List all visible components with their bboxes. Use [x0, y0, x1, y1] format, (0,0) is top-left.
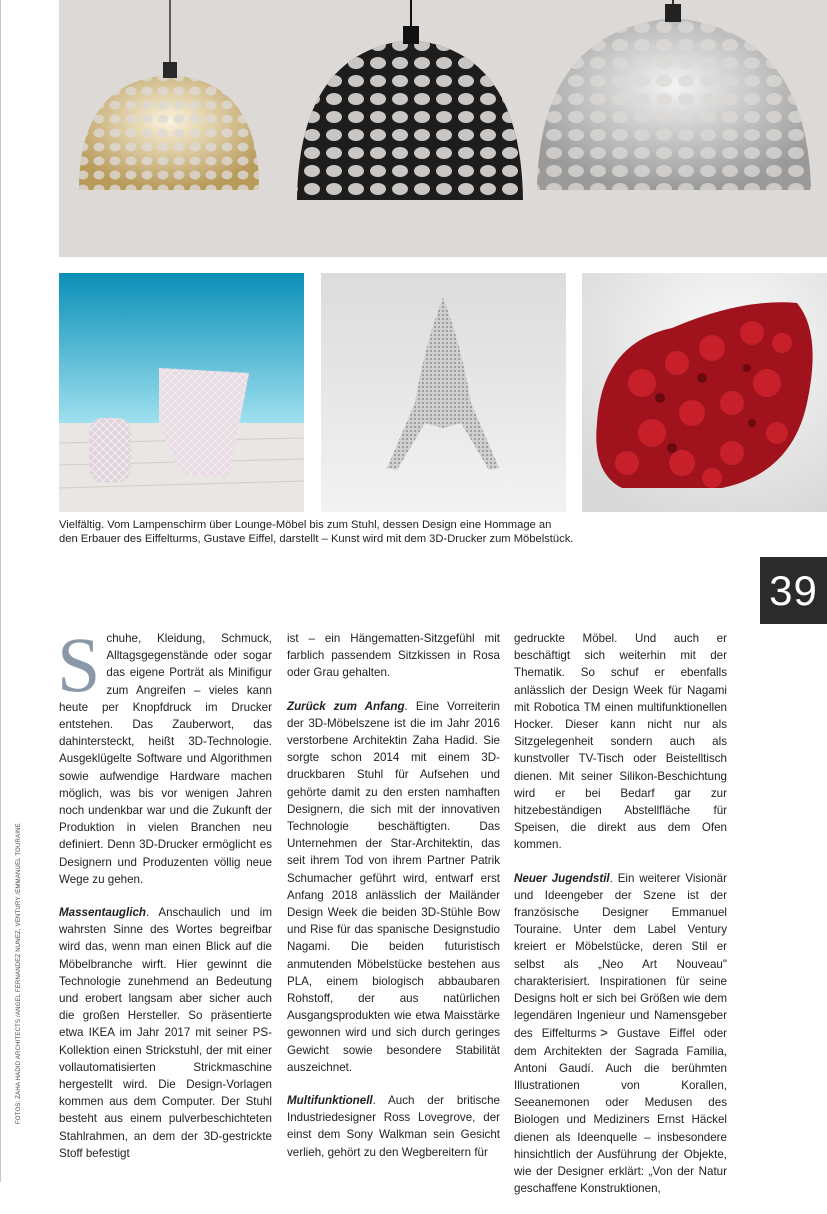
caption-line-2: den Erbauer des Eiffelturms, Gustave Eiffel, darstellt – Kunst wird mit dem 3D-Drucker zum Möbelstück. — [59, 532, 574, 545]
red-armchair-photo — [582, 273, 827, 512]
subheading-massentauglich: Massentauglich — [59, 906, 146, 920]
jugendstil-text: . Ein weiterer Visionär und Ideengeber der Szene ist der französische Designer Emmanuel Touraine. Unter dem Label Ventury kreiert er Möbelstücke, deren Stil er selbst als „Neo Art Nouveau" charakterisiert. Inspirationen für seine Designs holt er sich bei Größen wie dem legendären Ingenieur und Namensgeber des Eiffelturms — [514, 871, 727, 1041]
caption-line-1: Vielfältig. Vom Lampenschirm über Lounge-Möbel bis zum Stuhl, dessen Design eine Hommage an — [59, 519, 552, 531]
article-column-1 — [57, 621, 272, 1178]
mesh-chair-photo — [321, 273, 566, 512]
paragraph-zurueck — [287, 698, 500, 1076]
subheading-jugendstil: Neuer Jugendstil — [514, 871, 610, 885]
paragraph-intro — [57, 621, 272, 888]
page-edge-line — [0, 0, 1, 1182]
drop-cap: S — [57, 621, 101, 708]
multifunktionell-text: . Auch der britische Industriedesigner Ross Lovegrove, der einst dem Sony Walkman sein Gesicht verlieh, gehört zu den Wegbereitern für — [287, 1094, 500, 1159]
article-column-2 — [287, 630, 500, 1177]
paragraph-multifunktionell — [287, 1092, 500, 1161]
image-caption — [59, 519, 699, 546]
paragraph-lovegrove: gedruckte Möbel. Und auch er beschäftigt sich weiterhin mit der Thematik. So schuf er ebenfalls anlässlich der Design Week für Nagami mit Robotica TM einen multifunktionellen Hocker. Dieser kann nicht nur als Sitzgelegenheit sondern auch als kunstvoller TV-Tisch oder Beistelltisch dienen. Mit seiner Silikon-Beschichtung wird er bei Bedarf gar zur hitzebeständigen Abstellfläche für Speisen, die direkt aus dem Ofen kommen. — [514, 632, 727, 852]
paragraph-continued: ist – ein Hängematten-Sitzgefühl mit farblich passendem Sitzkissen in Rosa oder Grau gehalten. — [287, 632, 500, 680]
hero-lamps-photo — [59, 0, 827, 257]
massentauglich-text: . Anschaulich und im wahrsten Sinne des Wortes begreifbar wird das, wenn man einen Blick auf die Möbelbranche wirft. Hier gewinnt die Technologie zunehmend an Bedeutung und erobert langsam aber sicher auch die großen Hersteller. So präsentierte etwa IKEA im Jahr 2017 mit seiner PS-Kollektion einen Strickstuhl, der mit einer vollautomatisierten Strickmaschine hergestellt wird. Die Design-Vorlagen kommen aus dem Computer. Der Stuhl besteht aus einem pulverbeschichteten Stahlrahmen, an dem der 3D-gestrickte Stoff befestigt — [59, 906, 272, 1160]
lounge-chair-photo — [59, 273, 304, 512]
subheading-multifunktionell: Multifunktionell — [287, 1094, 373, 1108]
jugendstil-text-2: Gustave Eiffel oder dem Architekten der Sagrada Familia, Antoni Gaudí. Auch die berühmten Illustrationen von Korallen, Seeanemonen oder Medusen des Biologen und Mediziners Ernst Häckel dienen als Ideenquelle – insbesondere hinsichtlich der Ausführung der Objekte, wie der Designer erklärt: „Von der Natur geschaffene Konstruktionen, — [514, 1027, 727, 1196]
page-number: 39 — [760, 557, 827, 624]
continue-arrow-icon: > — [600, 1025, 608, 1041]
paragraph-jugendstil — [514, 870, 727, 1198]
article-column-3 — [514, 630, 727, 1214]
paragraph-massentauglich — [59, 904, 272, 1162]
photo-credit: FOTOS: ZAHA HADID ARCHITECTS /ANGEL FERNANDEZ NUNEZ, VENTURY /EMMANUEL TOURAINE — [16, 823, 22, 1124]
zurueck-text: . Eine Vorreiterin der 3D-Möbelszene ist die im Jahr 2016 verstorbene Architektin Zaha Hadid. Sie sorgte schon 2014 mit einem 3D-druckbaren Stuhl für Aufsehen und gehörte damit zu den ersten namhaften Designern, die sich mit der innovativen Technologie beschäftigten. Das Unternehmen der Star-Architektin, das seit ihrem Tod von ihrem Partner Patrik Schumacher geführt wird, entwarf erst Anfang 2018 anlässlich der Mailänder Design Week die beiden 3D-Stühle Bow und Rise für das spanische Designstudio Nagami. Die beiden futuristisch anmutenden Möbelstücke bestehen aus PLA, einem biologisch abbaubaren Rohstoff, der aus natürlichen Ausgangsprodukten wie etwa Maisstärke gewonnen wird und sich durch geringes Gewicht sowie besondere Stabilität auszeichnet. — [287, 699, 500, 1074]
intro-text: chuhe, Kleidung, Schmuck, Alltagsgegenstände oder sogar das eigene Porträt als Minifigur zum Angreifen – vieles kann heute per Knopfdruck im Drucker entstehen. Das Zauberwort, das dahintersteckt, heißt 3D-Technologie. Ausgeklügelte Software und Algorithmen sowie aufwendige Hardware machen möglich, was bis vor wenigen Jahren noch undenkbar war und die Zukunft der Produktion in vielen Branchen neu definiert. Denn 3D-Drucker ermöglicht es Designern und Produzenten völlig neue Wege zu gehen. — [59, 632, 272, 886]
subheading-zurueck: Zurück zum Anfang — [287, 699, 405, 713]
